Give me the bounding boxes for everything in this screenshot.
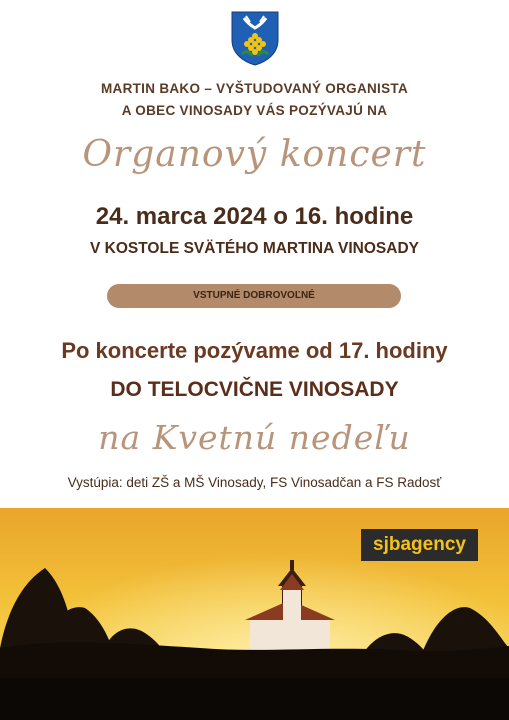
event-venue: V KOSTOLE SVÄTÉHO MARTINA VINOSADY bbox=[90, 240, 419, 257]
intro-text bbox=[0, 78, 509, 122]
village-coat-of-arms bbox=[230, 10, 280, 66]
event-title: Organový koncert bbox=[82, 134, 427, 175]
palm-sunday-title: na Kvetnú nedeľu bbox=[98, 418, 411, 457]
gym-location: DO TELOCVIČNE VINOSADY bbox=[110, 378, 399, 401]
intro-line-2: A OBEC VINOSADY VÁS POZÝVAJÚ NA bbox=[121, 103, 388, 118]
admission-badge: VSTUPNÉ DOBROVOĽNÉ bbox=[107, 284, 401, 308]
sjbagency-logo: sjbagency bbox=[361, 529, 478, 561]
performers-text: Vystúpia: deti ZŠ a MŠ Vinosady, FS Vinosadčan a FS Radosť bbox=[67, 475, 442, 490]
event-date-time: 24. marca 2024 o 16. hodine bbox=[95, 203, 414, 230]
intro-line-1: MARTIN BAKO – VYŠTUDOVANÝ ORGANISTA bbox=[100, 81, 408, 96]
after-concert-line: Po koncerte pozývame od 17. hodiny bbox=[61, 338, 448, 363]
